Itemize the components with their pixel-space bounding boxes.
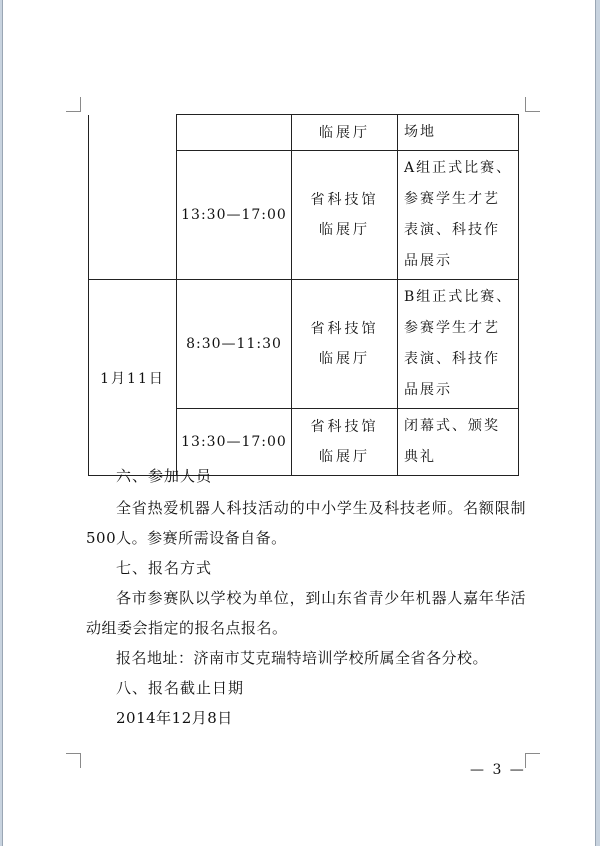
time-cell: 8:30—11:30 (177, 280, 292, 409)
date-cell (89, 115, 177, 280)
venue-cell (292, 115, 398, 151)
venue-line: 临展厅 (319, 449, 370, 465)
paragraph: 全省热爱机器人科技活动的中小学生及科技老师。名额限制500人。参赛所需设备自备。 (86, 499, 526, 547)
crop-mark-bottom-right (525, 753, 540, 768)
venue-line: 省科技馆 (310, 419, 379, 435)
table-row (89, 280, 519, 409)
paragraph: 各市参赛队以学校为单位，到山东省青少年机器人嘉年华活动组委会指定的报名点报名。 (86, 589, 526, 637)
venue-line: 临展厅 (319, 351, 370, 367)
event-cell: B组正式比赛、参赛学生才艺表演、科技作品展示 (398, 280, 519, 409)
event-cell: A组正式比赛、参赛学生才艺表演、科技作品展示 (398, 151, 519, 280)
crop-mark-bottom-left (66, 753, 81, 768)
event-cell: 场地 (398, 115, 519, 151)
schedule-table (88, 114, 519, 476)
venue-cell (292, 151, 398, 280)
table-row (89, 115, 519, 151)
page-number: — 3 — (470, 762, 526, 778)
venue-line: 临展厅 (319, 222, 370, 238)
time-cell: 13:30—17:00 (177, 151, 292, 280)
paragraph: 报名地址：济南市艾克瑞特培训学校所属全省各分校。 (116, 649, 489, 667)
paragraph: 2014年12月8日 (116, 709, 233, 727)
crop-mark-top-right (525, 97, 540, 112)
venue-cell (292, 280, 398, 409)
time-cell (177, 115, 292, 151)
venue-line: 省科技馆 (310, 321, 379, 337)
event-cell: 闭幕式、颁奖典礼 (398, 409, 519, 476)
section-heading: 七、报名方式 (116, 559, 213, 577)
crop-mark-top-left (66, 97, 81, 112)
time-cell: 13:30—17:00 (177, 409, 292, 476)
venue-line: 省科技馆 (310, 192, 379, 208)
document-body (86, 461, 526, 733)
venue-line: 临展厅 (319, 124, 370, 141)
section-heading: 八、报名截止日期 (116, 679, 245, 697)
section-heading: 六、参加人员 (116, 467, 213, 485)
date-cell: 1月11日 (89, 280, 177, 476)
